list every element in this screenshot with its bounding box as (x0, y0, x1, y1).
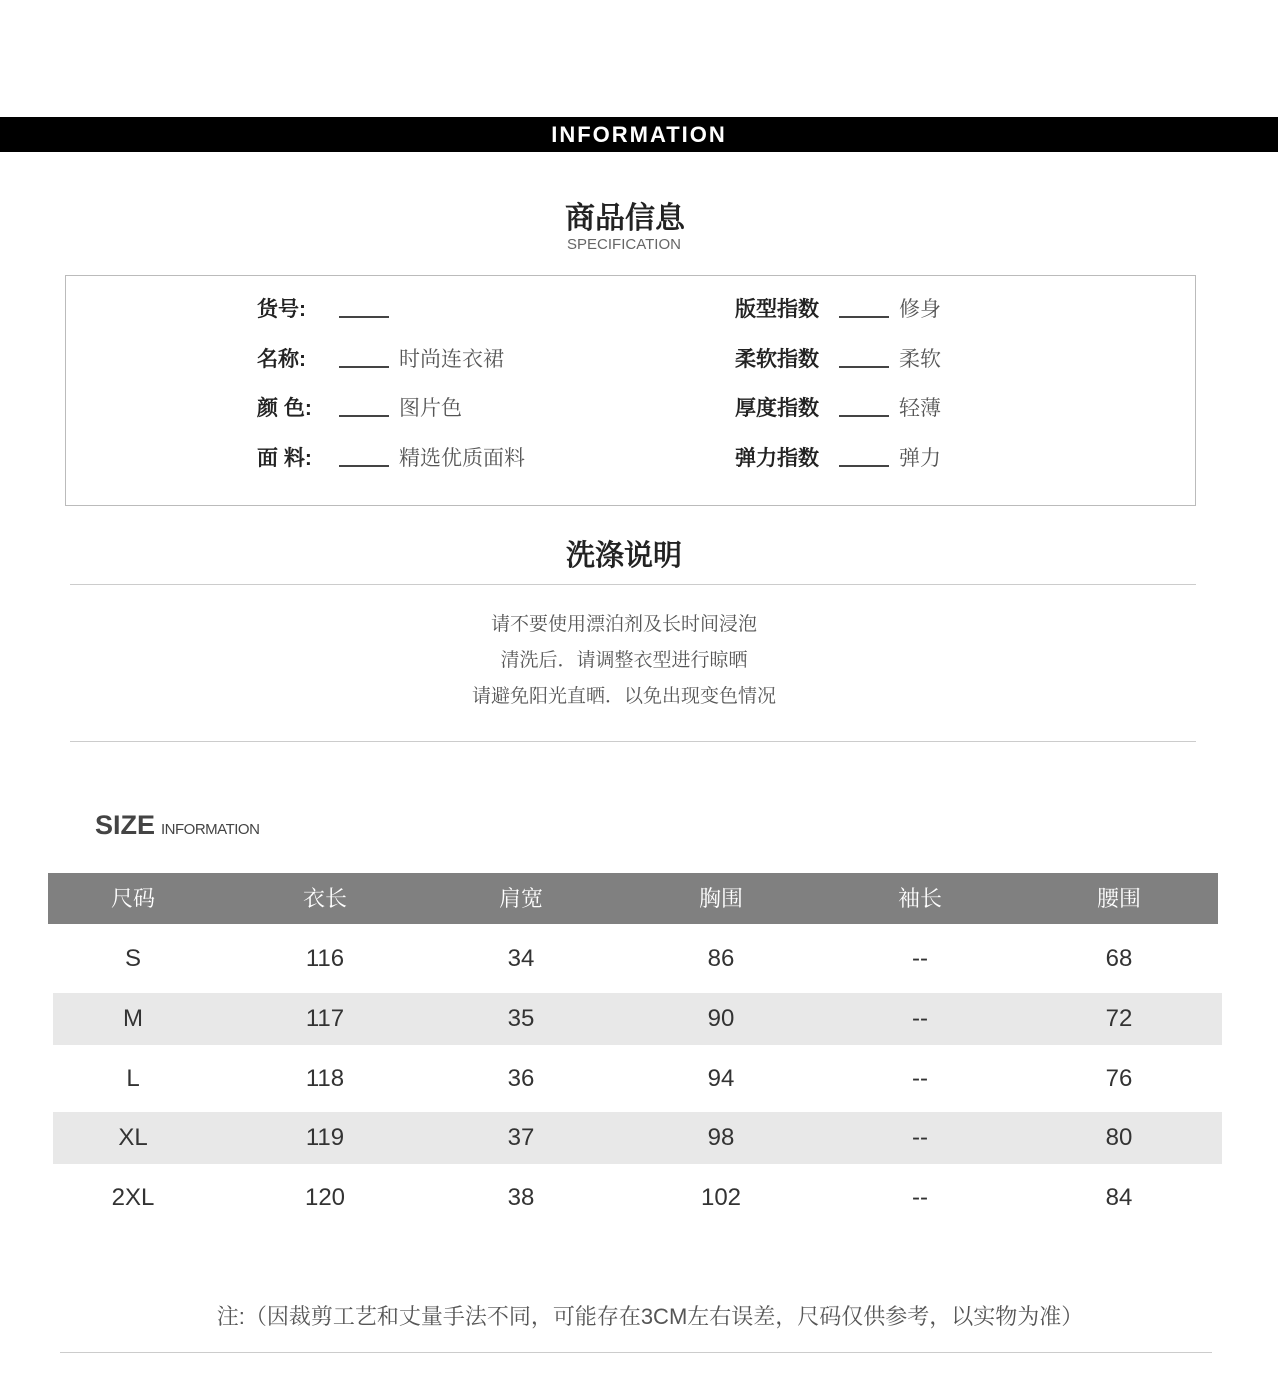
blank-line (339, 352, 389, 368)
spec-value: 图片色 (399, 397, 462, 420)
table-cell: 37 (507, 1124, 535, 1152)
size-table-header (48, 873, 1218, 924)
spec-title: 商品信息 (565, 202, 685, 235)
table-cell: 84 (1105, 1184, 1133, 1212)
spec-value: 弹力 (899, 446, 941, 470)
table-cell: 72 (1105, 1004, 1133, 1032)
table-cell: -- (912, 1184, 928, 1212)
spec-label: 名称: (257, 347, 306, 371)
table-cell: S (124, 945, 141, 972)
spec-item (257, 444, 525, 474)
column-header: 腰围 (1096, 886, 1141, 911)
table-cell: -- (912, 1124, 928, 1152)
table-row (53, 1172, 1222, 1224)
blank-line (839, 302, 889, 318)
table-cell: 36 (507, 1064, 535, 1092)
spec-item (735, 394, 941, 424)
blank-line (339, 451, 389, 467)
table-cell: 35 (507, 1004, 535, 1032)
column-header: 袖长 (897, 886, 942, 911)
divider (60, 1352, 1212, 1353)
table-cell: 76 (1105, 1064, 1133, 1092)
wash-line: 清洗后．请调整衣型进行晾晒 (500, 650, 748, 671)
spec-value: 柔软 (899, 347, 941, 371)
spec-value: 精选优质面料 (399, 446, 525, 470)
column-header: 肩宽 (498, 886, 543, 911)
divider (70, 741, 1196, 742)
size-title (95, 810, 259, 841)
table-cell: 38 (507, 1184, 535, 1212)
spec-item (735, 295, 941, 325)
size-note: 注:（因裁剪工艺和丈量手法不同，可能存在3CM左右误差，尺码仅供参考，以实物为准） (216, 1304, 1084, 1329)
spec-label: 柔软指数 (735, 347, 819, 371)
blank-line (839, 401, 889, 417)
spec-label: 货号: (257, 298, 306, 321)
spec-value: 时尚连衣裙 (399, 347, 504, 371)
spec-label: 面 料: (257, 446, 312, 470)
column-header: 衣长 (302, 886, 347, 911)
table-cell: 90 (707, 1004, 735, 1032)
divider (70, 584, 1196, 585)
blank-line (339, 302, 389, 318)
table-cell: 86 (707, 945, 735, 972)
spec-label: 颜 色: (257, 397, 312, 420)
table-cell: 116 (305, 945, 345, 972)
spec-label: 弹力指数 (735, 446, 819, 470)
spec-item (257, 345, 504, 375)
table-cell: -- (912, 1064, 928, 1092)
table-cell: M (123, 1004, 143, 1032)
table-cell: 118 (305, 1064, 345, 1092)
table-cell: 94 (707, 1064, 735, 1092)
spec-label: 版型指数 (735, 298, 819, 321)
table-cell: 119 (305, 1124, 345, 1152)
size-title-sub: INFORMATION (161, 821, 260, 838)
table-row (53, 1112, 1222, 1164)
table-cell: 34 (507, 945, 535, 972)
spec-value: 轻薄 (899, 397, 941, 420)
table-cell: L (126, 1064, 140, 1092)
table-cell: 102 (700, 1184, 742, 1212)
spec-label: 厚度指数 (735, 397, 819, 420)
wash-line: 请避免阳光直晒．以免出现变色情况 (471, 686, 776, 707)
table-row (53, 993, 1222, 1045)
blank-line (839, 352, 889, 368)
table-cell: 80 (1105, 1124, 1133, 1152)
spec-value: 修身 (899, 298, 941, 321)
spec-box (65, 275, 1196, 506)
size-title-main: SIZE (95, 810, 156, 840)
blank-line (339, 401, 389, 417)
wash-line: 请不要使用漂泊剂及长时间浸泡 (490, 614, 757, 635)
wash-title: 洗涤说明 (565, 540, 682, 572)
table-cell: 120 (304, 1184, 346, 1212)
table-row (53, 933, 1222, 985)
table-cell: 98 (707, 1124, 735, 1152)
column-header: 胸围 (698, 886, 743, 911)
spec-subtitle: SPECIFICATION (567, 236, 681, 253)
table-cell: XL (118, 1124, 148, 1152)
spec-item (735, 345, 941, 375)
table-cell: -- (912, 945, 928, 972)
spec-item (735, 444, 941, 474)
blank-line (839, 451, 889, 467)
table-row (53, 1053, 1222, 1105)
table-cell: 117 (305, 1004, 345, 1032)
column-header: 尺码 (110, 886, 155, 911)
spec-item (257, 295, 399, 325)
table-cell: -- (912, 1004, 928, 1032)
information-banner: INFORMATION (0, 117, 1278, 152)
table-cell: 2XL (111, 1184, 155, 1212)
table-cell: 68 (1105, 945, 1133, 972)
spec-item (257, 394, 462, 424)
